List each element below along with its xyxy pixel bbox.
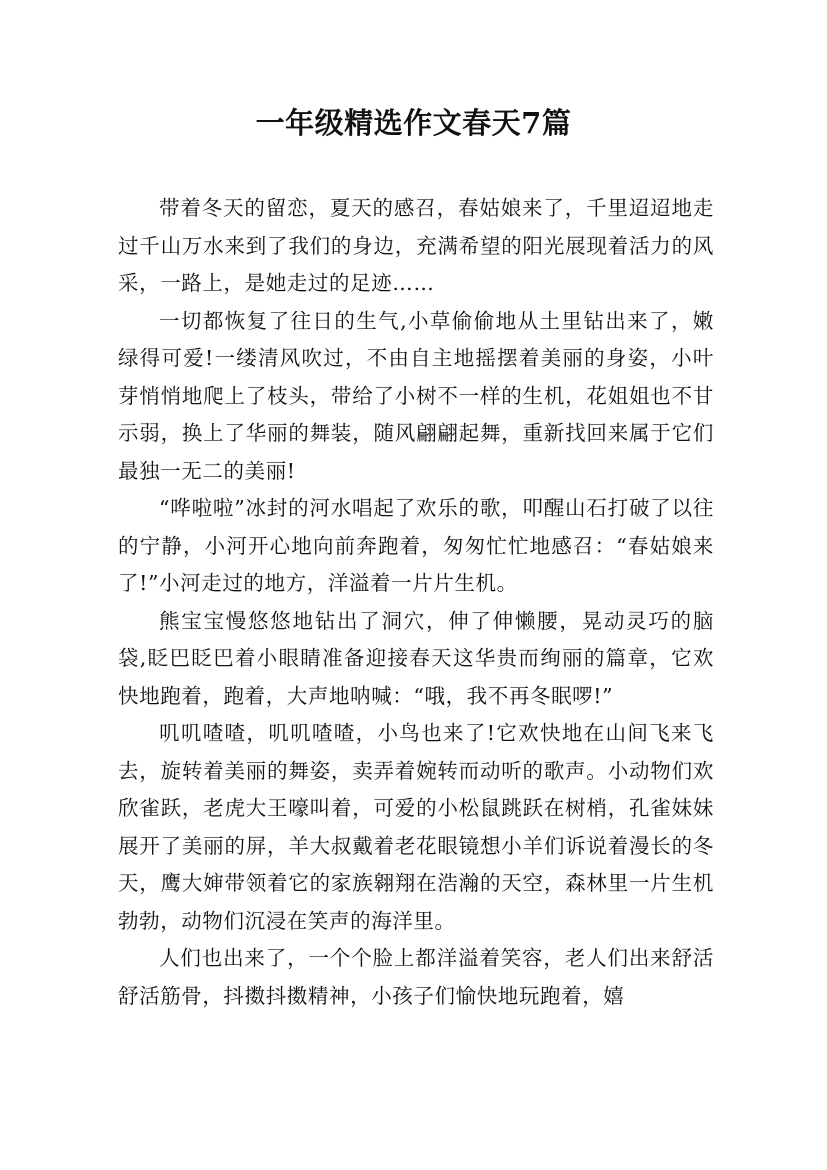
paragraph-6: 人们也出来了，一个个脸上都洋溢着笑容，老人们出来舒活舒活筋骨，抖擞抖擞精神，小孩子们愉快地玩跑着，嬉 (118, 946, 714, 1008)
document-body (118, 190, 714, 1015)
document-title: 一年级精选作文春天7篇 (255, 106, 572, 140)
paragraph-4: 熊宝宝慢悠悠地钻出了洞穴，伸了伸懒腰，晃动灵巧的脑袋,眨巴眨巴着小眼睛准备迎接春天这华贵而绚丽的篇章，它欢快地跑着，跑着，大声地呐喊：“哦，我不再冬眠啰!” (118, 608, 714, 708)
paragraph-2: 一切都恢复了往日的生气,小草偷偷地从土里钻出来了，嫩绿得可爱!一缕清风吹过，不由自主地摇摆着美丽的身姿，小叶芽悄悄地爬上了枝头，带给了小树不一样的生机，花姐姐也不甘示弱，换上了华丽的舞装，随风翩翩起舞，重新找回来属于它们最独一无二的美丽! (118, 308, 714, 483)
paragraph-1: 带着冬天的留恋，夏天的感召，春姑娘来了，千里迢迢地走过千山万水来到了我们的身边，充满希望的阳光展现着活力的风采，一路上，是她走过的足迹…… (118, 196, 714, 295)
paragraph-5: 叽叽喳喳，叽叽喳喳，小鸟也来了!它欢快地在山间飞来飞去，旋转着美丽的舞姿，卖弄着婉转而动听的歌声。小动物们欢欣雀跃，老虎大王嚎叫着，可爱的小松鼠跳跃在树梢，孔雀妹妹展开了美丽的屏，羊大叔戴着老花眼镜想小羊们诉说着漫长的冬天，鹰大婶带领着它的家族翱翔在浩瀚的天空，森林里一片生机勃勃，动物们沉浸在笑声的海洋里。 (118, 721, 714, 933)
paragraph-3: “哗啦啦”冰封的河水唱起了欢乐的歌，叩醒山石打破了以往的宁静，小河开心地向前奔跑着，匆匆忙忙地感召：“春姑娘来了!”小河走过的地方，洋溢着一片片生机。 (118, 496, 714, 595)
